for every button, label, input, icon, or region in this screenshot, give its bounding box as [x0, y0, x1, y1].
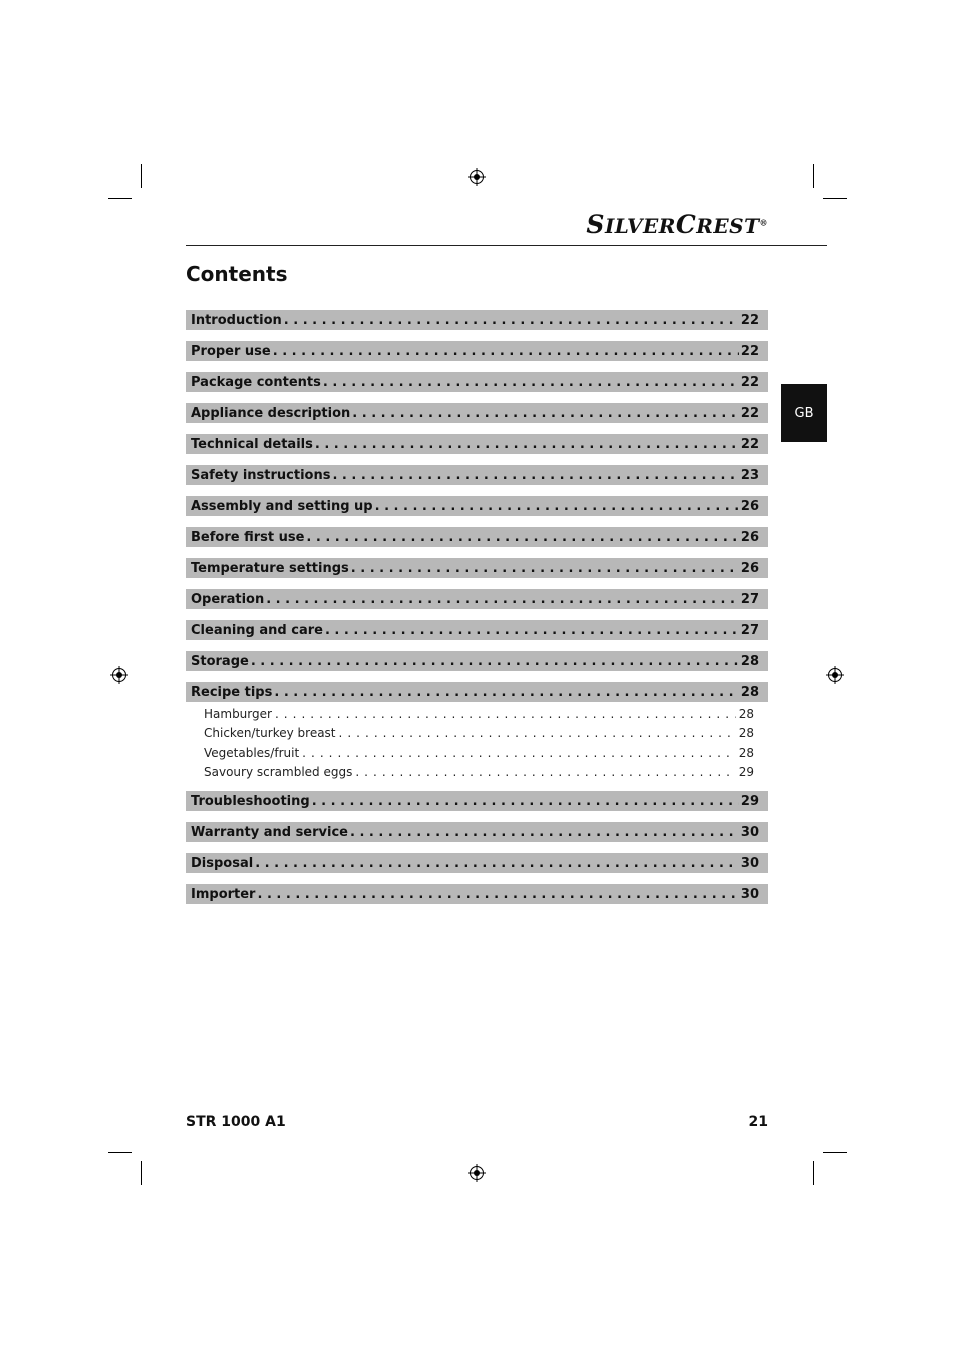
crosshair-registration-icon [468, 1164, 486, 1182]
toc-subentry-chicken-turkey-breast[interactable]: Chicken/turkey breast . . . 28 [204, 724, 754, 744]
table-of-contents [186, 310, 768, 915]
leader-dots [355, 765, 735, 779]
leader-dots [332, 468, 738, 483]
leader-dots [275, 707, 736, 721]
toc-entry-technical-details[interactable]: Technical details . . . 22 [186, 434, 768, 454]
leader-dots [325, 623, 739, 638]
toc-subentry-vegetables-fruit[interactable]: Vegetables/fruit . . . 28 [204, 743, 754, 763]
toc-entry-operation[interactable]: Operation . . . 27 [186, 589, 768, 609]
leader-dots [351, 561, 739, 576]
leader-dots [273, 344, 739, 359]
leader-dots [352, 406, 739, 421]
crop-mark-icon [813, 1161, 814, 1185]
toc-entry-introduction[interactable]: Introduction . . . 22 [186, 310, 768, 330]
crop-mark-icon [823, 198, 847, 199]
toc-entry-temperature-settings[interactable]: Temperature settings . . . 26 [186, 558, 768, 578]
crop-mark-icon [108, 1152, 132, 1153]
toc-entry-recipe-tips[interactable]: Recipe tips . . . 28 [186, 682, 768, 702]
toc-subentry-savoury-scrambled-eggs[interactable]: Savoury scrambled eggs . . . 29 [204, 763, 754, 783]
brand-logo: SILVERCREST® [586, 210, 768, 239]
toc-entry-cleaning-and-care[interactable]: Cleaning and care . . . 27 [186, 620, 768, 640]
toc-entry-proper-use[interactable]: Proper use . . . 22 [186, 341, 768, 361]
leader-dots [312, 794, 739, 809]
toc-entry-before-first-use[interactable]: Before first use . . . 26 [186, 527, 768, 547]
toc-entry-safety-instructions[interactable]: Safety instructions . . . 23 [186, 465, 768, 485]
footer-model-number: STR 1000 A1 [186, 1114, 286, 1130]
leader-dots [375, 499, 739, 514]
crosshair-registration-icon [826, 666, 844, 684]
leader-dots [339, 726, 736, 740]
toc-entry-storage[interactable]: Storage . . . 28 [186, 651, 768, 671]
leader-dots [323, 375, 739, 390]
toc-entry-importer[interactable]: Importer . . . 30 [186, 884, 768, 904]
page-title: Contents [186, 262, 288, 286]
leader-dots [350, 825, 739, 840]
leader-dots [284, 313, 739, 328]
leader-dots [274, 685, 739, 700]
crop-mark-icon [141, 164, 142, 188]
leader-dots [251, 654, 739, 669]
leader-dots [257, 887, 738, 902]
footer-page-number: 21 [748, 1114, 768, 1130]
crop-mark-icon [141, 1161, 142, 1185]
crosshair-registration-icon [468, 168, 486, 186]
crop-mark-icon [813, 164, 814, 188]
toc-entry-disposal[interactable]: Disposal . . . 30 [186, 853, 768, 873]
toc-subentry-hamburger[interactable]: Hamburger . . . 28 [204, 704, 754, 724]
leader-dots [255, 856, 739, 871]
language-tab: GB [781, 384, 827, 442]
toc-entry-warranty-and-service[interactable]: Warranty and service . . . 30 [186, 822, 768, 842]
toc-entry-package-contents[interactable]: Package contents . . . 22 [186, 372, 768, 392]
leader-dots [315, 437, 739, 452]
leader-dots [266, 592, 739, 607]
toc-entry-assembly[interactable]: Assembly and setting up . . . 26 [186, 496, 768, 516]
toc-entry-troubleshooting[interactable]: Troubleshooting . . . 29 [186, 791, 768, 811]
toc-entry-appliance-description[interactable]: Appliance description . . . 22 [186, 403, 768, 423]
leader-dots [306, 530, 739, 545]
crop-mark-icon [823, 1152, 847, 1153]
recipe-subentries [186, 704, 768, 782]
leader-dots [302, 746, 736, 760]
crosshair-registration-icon [110, 666, 128, 684]
crop-mark-icon [108, 198, 132, 199]
header-rule [186, 245, 827, 246]
